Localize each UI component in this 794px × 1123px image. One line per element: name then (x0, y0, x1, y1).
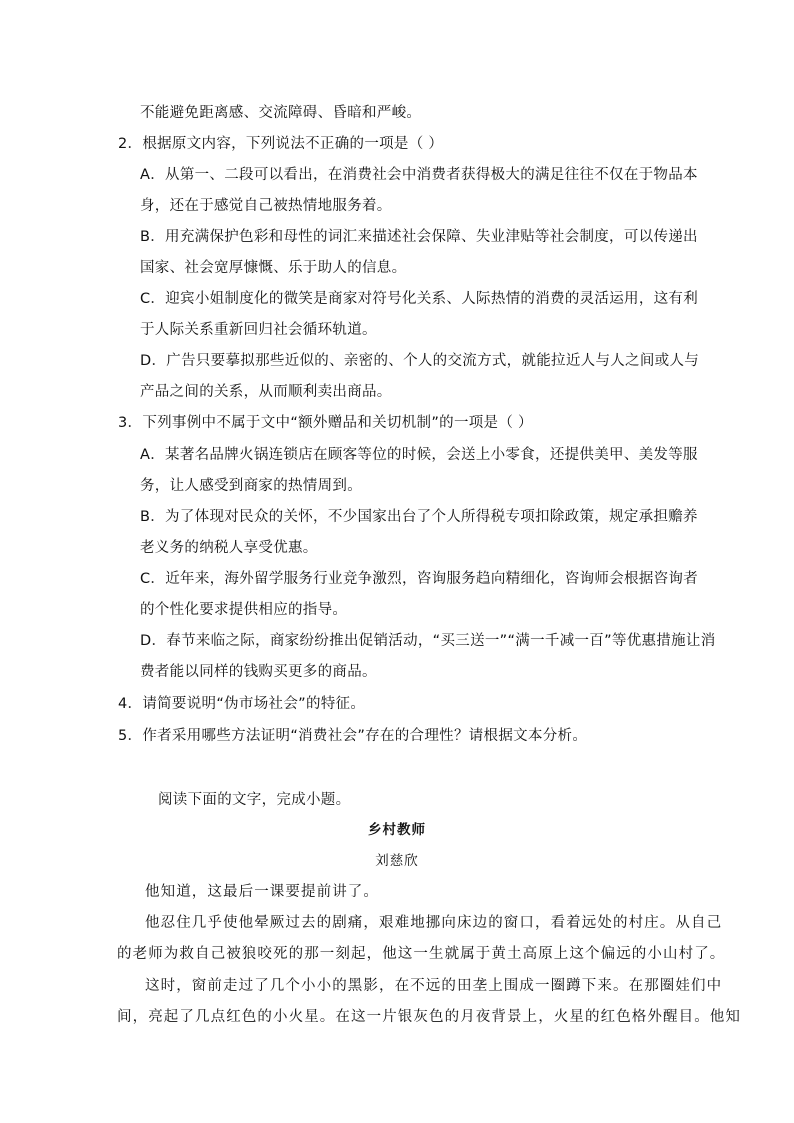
q2-option-c-line2: 于人际关系重新回归社会循环轨道。 (140, 322, 377, 338)
story-paragraph-2-line1: 他忍住几乎使他晕厥过去的剧痛，艰难地挪向床边的窗口，看着远处的村庄。从自己 (145, 915, 723, 931)
story-paragraph-3-line1: 这时，窗前走过了几个小小的黑影，在不远的田垄上围成一圈蹲下来。在那圈娃们中 (145, 978, 723, 994)
q1-tail-text: 不能避免距离感、交流障碍、昏暗和严峻。 (140, 105, 422, 121)
q3-option-a-line1: A．某著名品牌火锅连锁店在顾客等位的时候，会送上小零食，还提供美甲、美发等服 (140, 447, 698, 463)
story-paragraph-1-line1: 他知道，这最后一课要提前讲了。 (145, 884, 379, 900)
question-5-stem: 5．作者采用哪些方法证明“消费社会”存在的合理性？请根据文本分析。 (118, 728, 588, 744)
q2-option-c-line1: C．迎宾小姐制度化的微笑是商家对符号化关系、人际热情的消费的灵活运用，这有利 (140, 291, 699, 307)
story-paragraph-3-line2: 间，亮起了几点红色的小火星。在这一片银灰色的月夜背景上，火星的红色格外醒目。他知 (117, 1009, 741, 1025)
q3-option-d-line2: 费者能以同样的钱购买更多的商品。 (140, 664, 377, 680)
story-paragraph-2-line2: 的老师为救自己被狼咬死的那一刻起，他这一生就属于黄土高原上这个偏远的小山村了。 (117, 946, 726, 962)
question-2-stem: 2．根据原文内容，下列说法不正确的一项是（ ） (118, 136, 444, 152)
q3-option-c-line2: 的个性化要求提供相应的指导。 (140, 602, 348, 618)
q2-option-d-line2: 产品之间的关系，从而顺利卖出商品。 (140, 384, 392, 400)
q2-option-b-line2: 国家、社会宽厚慷慨、乐于助人的信息。 (140, 260, 407, 276)
q2-option-a-line2: 身，还在于感觉自己被热情地服务着。 (140, 198, 392, 214)
q2-option-a-line1: A．从第一、二段可以看出，在消费社会中消费者获得极大的满足往往不仅在于物品本 (140, 167, 698, 183)
q2-option-d-line1: D．广告只要摹拟那些近似的、亲密的、个人的交流方式，就能拉近人与人之间或人与 (140, 353, 700, 369)
q3-option-d-line1: D．春节来临之际，商家纷纷推出促销活动，“买三送一”“满一千减一百”等优惠措施让消 (140, 633, 716, 649)
reading-instruction: 阅读下面的文字，完成小题。 (158, 792, 351, 808)
story-title: 乡村教师 (368, 822, 426, 838)
q3-option-b-line1: B．为了体现对民众的关怀，不少国家出台了个人所得税专项扣除政策，规定承担赡养 (140, 509, 698, 525)
question-3-stem: 3．下列事例中不属于文中“额外赠品和关切机制”的一项是（ ） (118, 415, 533, 431)
question-4-stem: 4．请简要说明“伪市场社会”的特征。 (118, 696, 366, 712)
q3-option-b-line2: 老义务的纳税人享受优惠。 (140, 540, 318, 556)
story-author: 刘慈欣 (375, 853, 419, 869)
q3-option-c-line1: C．近年来，海外留学服务行业竞争激烈，咨询服务趋向精细化，咨询师会根据咨询者 (140, 571, 699, 587)
q2-option-b-line1: B．用充满保护色彩和母性的词汇来描述社会保障、失业津贴等社会制度，可以传递出 (140, 229, 698, 245)
q3-option-a-line2: 务，让人感受到商家的热情周到。 (140, 478, 362, 494)
